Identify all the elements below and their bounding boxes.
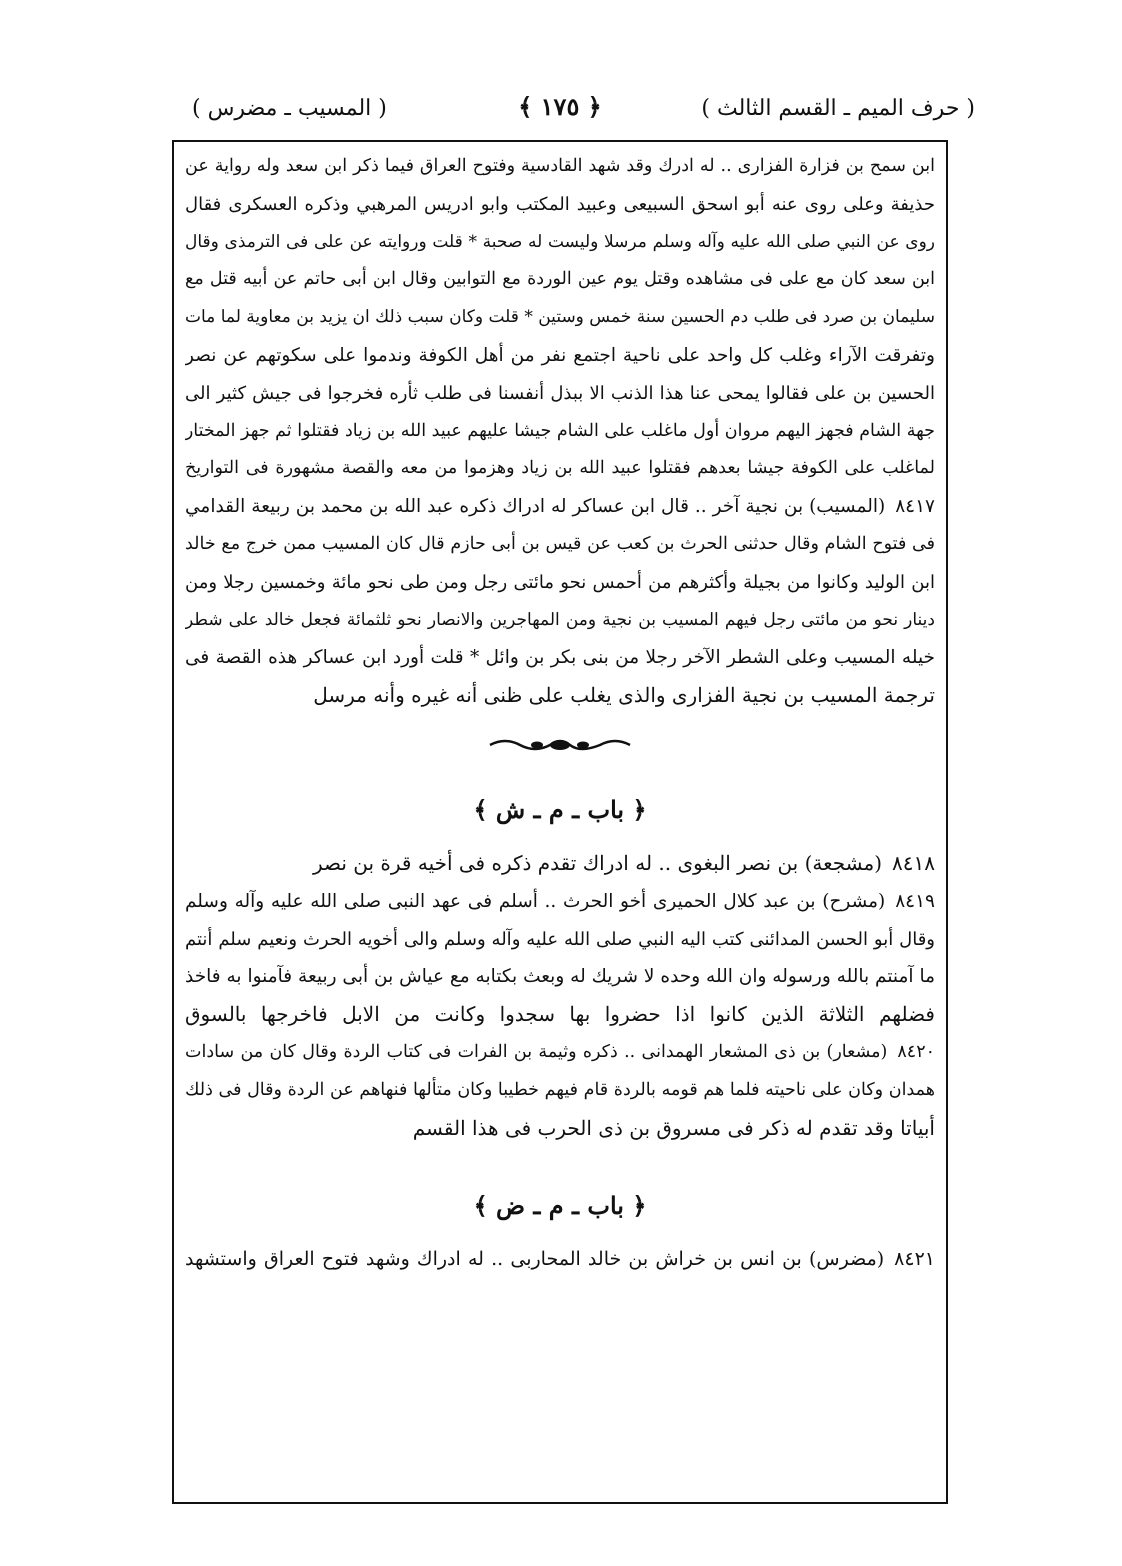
text-line: جهة الشام فجهز اليهم مروان أول ماغلب على الشام جيشا عليهم عبيد الله بن زياد فقتلوا ثم جهز المختار [185,420,935,441]
entry-number: ٨٤١٨ [892,850,935,875]
text-line: ما آمنتم بالله ورسوله وان الله وحده لا شريك له وبعث بكتابه مع عياش بن أبى ربيعة فآمنوا به فاخذ [185,966,935,988]
text-line: حذيفة وعلى روى عنه أبو اسحق السبيعى وعبيد المكتب وابو ادريس المرهبي وذكره العسكرى فقال [185,193,935,215]
entry-8418 [185,845,935,883]
text-line: ابن الوليد وكانوا من بجيلة وأكثرهم من أحمس نحو مائتى رجل ومن طى نحو مائة وخمسين رجلا ومن [185,571,935,593]
text-line: الحسين بن على فقالوا يمحى عنا هذا الذنب الا ببذل أنفسنا فى طلب ثأره فخرجوا فى جيش كثير الى [185,382,935,404]
entry-8420 [185,1034,935,1147]
entry-8419 [185,883,935,1034]
chapter-heading: ﴿ باب ـ م ـ ض ﴾ [473,1191,647,1221]
text-line: وتفرقت الآراء وغلب كل واحد على ناحية اجتمع نفر من أهل الكوفة وندموا على سكوتهم عن نصر [185,344,935,366]
section-ornament [185,715,935,775]
entry-text: (المسيب) بن نجية آخر .. قال ابن عساكر له ادراك ذكره عبد الله بن محمد بن ربيعة القدامي [185,496,886,518]
text-line: سليمان بن صرد فى طلب دم الحسين سنة خمس وستين * قلت وكان سبب ذلك ان يزيد بن معاوية لما مات [185,307,935,328]
entry-number: ٨٤١٧ [895,496,935,518]
entry-text: (مضرس) بن انس بن خراش بن خالد المحاربى .. له ادراك وشهد فتوح العراق واستشهد [185,1248,885,1271]
text-line: خيله المسيب وعلى الشطر الآخر رجلا من بنى بكر بن وائل * قلت أورد ابن عساكر هذه القصة فى [185,647,935,669]
chapter-heading: ﴿ باب ـ م ـ ش ﴾ [473,794,647,824]
entry-8421 [185,1241,935,1279]
entry-text: (مشجعة) بن نصر البغوى .. له ادراك تقدم ذكره فى أخيه قرة بن نصر [312,850,883,875]
text-line: فى فتوح الشام وقال حدثنى الحرث بن كعب عن قيس بن أبى حازم قال كان المسيب ممن خرج مع خالد [185,533,935,554]
text-line: وقال أبو الحسن المدائنى كتب اليه النبي صلى الله عليه وآله وسلم والى أخويه الحرث ونعيم سلم أنتم [185,928,935,950]
text-line: فضلهم الثلاثة الذين كانوا اذا حضروا بها سجدوا وكانت من الابل فاخرجها بالسوق [185,1002,935,1027]
entry-number: ٨٤٢١ [894,1248,935,1271]
text-line: همدان وكان على ناحيته فلما هم قومه بالردة قام فيهم خطيبا وكان متألها فنهاهم عن الردة وقال فى ذلك [185,1079,935,1100]
entry-8417 [185,488,935,715]
text-line: لماغلب على الكوفة جيشا بعدهم فقتلوا عبيد الله بن زياد وهزموا من معه والقصة مشهورة فى التواريخ [185,458,935,479]
entry-number: ٨٤١٩ [895,890,935,912]
entry-number: ٨٤٢٠ [897,1041,935,1062]
header-entry-range: ( المسيب ـ مضرس ) [192,96,387,121]
page-content [185,148,935,1279]
entry-text: (مشعار) بن ذى المشعار الهمدانى .. ذكره وثيمة بن الفرات فى كتاب الردة وقال كان من سادات [185,1041,888,1062]
text-line: ابن سعد كان مع على فى مشاهده وقتل يوم عين الوردة مع التوابين وقال ابن أبى حاتم عن أبيه قتل مع [185,269,935,290]
text-line: ابن سمح بن فزارة الفزارى .. له ادرك وقد شهد القادسية وفتوح العراق فيما ذكر ابن سعد وله رواية عن [185,156,935,176]
text-line: روى عن النبي صلى الله عليه وآله وسلم مرسلا وليست له صحبة * قلت وروايته عن على فى الترمذى وقال [185,231,935,252]
text-line: ترجمة المسيب بن نجية الفزارى والذى يغلب على ظنى أنه غيره وأنه مرسل [313,683,935,708]
header-section-title: ( حرف الميم ـ القسم الثالث ) [701,96,975,121]
entry-text: (مشرح) بن عبد كلال الحميرى أخو الحرث .. أسلم فى عهد النبى صلى الله عليه وآله وسلم [185,890,886,912]
page-header [150,92,975,132]
text-line: دينار نحو من مائتى رجل فيهم المسيب بن نجية ومن المهاجرين والانصار نحو ثلثمائة فجعل خالد على شطر [185,609,935,630]
page-number: ﴿ ١٧٥ ﴾ [518,92,602,121]
continued-entry [185,148,935,488]
text-line: أبياتا وقد تقدم له ذكر فى مسروق بن ذى الحرب فى هذا القسم [412,1115,935,1140]
